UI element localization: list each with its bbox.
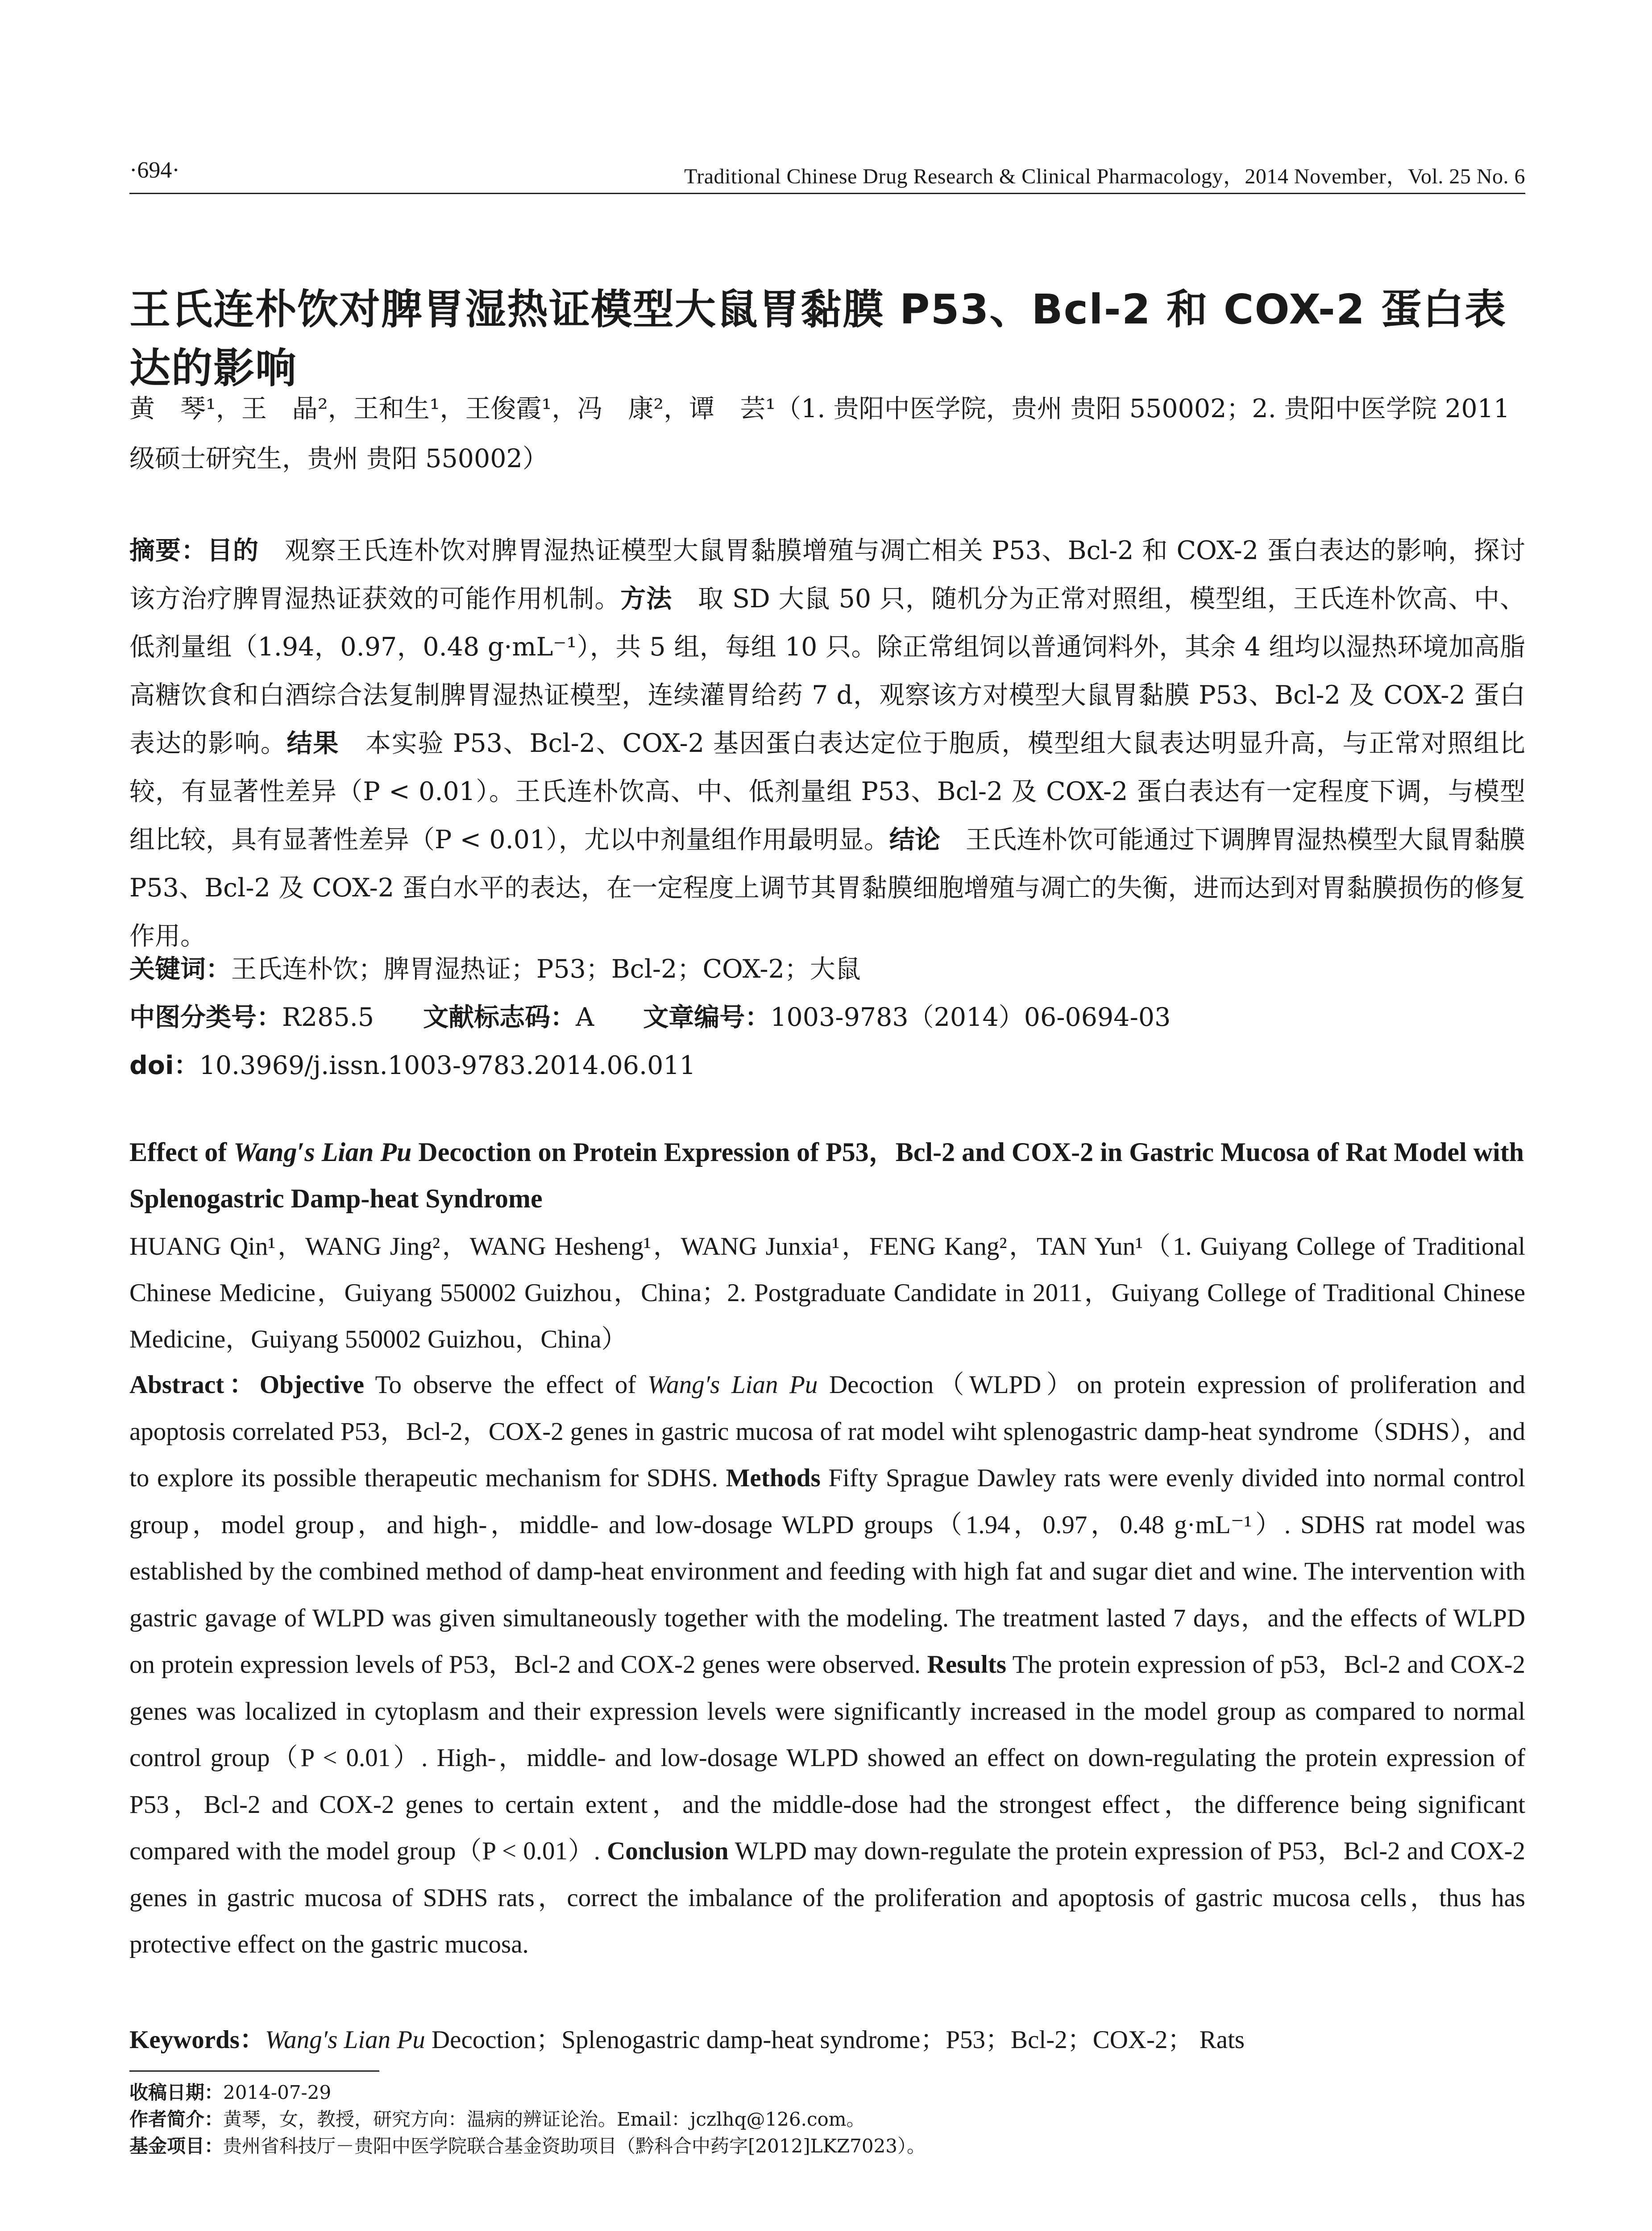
footnote-received	[129, 2079, 1525, 2106]
footnote-author	[129, 2106, 1525, 2133]
en-keywords-italic: Wang′s Lian Pu	[265, 2026, 425, 2054]
article-no-label: 文章编号：	[643, 1003, 771, 1032]
en-conclusion-label: Conclusion	[607, 1837, 729, 1865]
keywords-label: 关键词：	[129, 954, 231, 984]
clc-value: R285.5	[282, 1003, 374, 1032]
english-title-italic: Wang′s Lian Pu	[233, 1137, 412, 1167]
en-keywords-text: Decoction；Splenogastric damp-heat syndrome；P53；Bcl-2；COX-2； Rats	[425, 2026, 1245, 2054]
en-results-text: The protein expression of p53，Bcl-2 and COX-2 genes was localized in cytoplasm and their expression levels were significantly increased in the model group as compared to normal control group（P < 0.01）. High-，middle- and low-dosage WLPD showed an effect on down-regulating the protein expression of P53，Bcl-2 and COX-2 genes to certain extent，and the middle-dose had the strongest effect，the difference being significant compared with the model group（P < 0.01）.	[129, 1650, 1525, 1865]
doi-label: doi：	[129, 1051, 199, 1080]
footnote-fund	[129, 2133, 1525, 2160]
english-keywords	[129, 2017, 1525, 2063]
results-text: 本实验 P53、Bcl-2、COX-2 基因蛋白表达定位于胞质，模型组大鼠表达明显升高，与正常对照组比较，有显著性差异（P < 0.01）。王氏连朴饮高、中、低剂量组 P53、Bcl-2 及 COX-2 蛋白表达有一定程度下调，与模型组比较，具有显著性差异（P < 0.01），尤以中剂量组作用最明显。	[129, 729, 1526, 854]
en-abstract-label: Abstract：	[129, 1371, 260, 1399]
english-title	[129, 1129, 1525, 1222]
chinese-keywords	[129, 945, 1525, 993]
running-header	[129, 157, 1525, 194]
author-bio: 黄琴，女，教授，研究方向：温病的辨证论治。Email：jczlhq@126.com。	[223, 2108, 865, 2130]
author-label: 作者简介：	[129, 2108, 224, 2130]
english-title-post: Decoction on Protein Expression of P53，Bcl-2 and COX-2 in Gastric Mucosa of Rat Model with Splenogastric Damp-heat Syndrome	[129, 1137, 1524, 1213]
footnotes	[129, 2079, 1525, 2160]
objective-label: 目的	[207, 536, 259, 565]
page-number: ·694·	[129, 158, 180, 183]
footnote-divider	[129, 2070, 379, 2072]
journal-citation: Traditional Chinese Drug Research & Clinical Pharmacology，2014 November，Vol. 25 No. 6	[684, 165, 1525, 188]
methods-label: 方法	[620, 584, 672, 614]
en-results-label: Results	[927, 1650, 1007, 1679]
objective-text: 观察王氏连朴饮对脾胃湿热证模型大鼠胃黏膜增殖与凋亡相关 P53、Bcl-2 和 COX-2 蛋白表达的影响，探讨该方治疗脾胃湿热证获效的可能作用机制。	[129, 536, 1526, 614]
doi-value: 10.3969/j.issn.1003-9783.2014.06.011	[199, 1051, 696, 1080]
fund-text: 贵州省科技厅－贵阳中医学院联合基金资助项目（黔科合中药字[2012]LKZ7023）。	[223, 2135, 926, 2157]
received-label: 收稿日期：	[129, 2082, 224, 2103]
en-conclusion-text: WLPD may down-regulate the protein expression of P53，Bcl-2 and COX-2 genes in gastric mucosa of SDHS rats，correct the imbalance of the proliferation and apoptosis of gastric mucosa cells，thus has protective effect on the gastric mucosa.	[129, 1837, 1526, 1958]
fund-label: 基金项目：	[129, 2135, 224, 2157]
clc-label: 中图分类号：	[129, 1003, 282, 1032]
en-methods-label: Methods	[726, 1464, 821, 1492]
methods-text: 取 SD 大鼠 50 只，随机分为正常对照组，模型组，王氏连朴饮高、中、低剂量组（1.94，0.97，0.48 g·mL⁻¹），共 5 组，每组 10 只。除正常组饲以普通饲料外，其余 4 组均以湿热环境加高脂高糖饮食和白酒综合法复制脾胃湿热证模型，连续灌胃给药 7 d，观察该方对模型大鼠胃黏膜 P53、Bcl-2 及 COX-2 蛋白表达的影响。	[129, 584, 1526, 758]
en-methods-text: Fifty Sprague Dawley rats were evenly divided into normal control group，model group，and high-，middle- and low-dosage WLPD groups（1.94，0.97，0.48 g·mL⁻¹）. SDHS rat model was established by the combined method of damp-heat environment and feeding with high fat and sugar diet and wine. The intervention with gastric gavage of WLPD was given simultaneously together with the modeling. The treatment lasted 7 days，and the effects of WLPD on protein expression levels of P53，Bcl-2 and COX-2 genes were observed.	[129, 1464, 1526, 1679]
chinese-title: 王氏连朴饮对脾胃湿热证模型大鼠胃黏膜 P53、Bcl-2 和 COX-2 蛋白表达的影响	[129, 286, 1507, 392]
chinese-authors: 黄 琴¹，王 晶²，王和生¹，王俊霞¹，冯 康²，谭 芸¹（1. 贵阳中医学院，贵州 贵阳 550002；2. 贵阳中医学院 2011 级硕士研究生，贵州 贵阳 550002）	[129, 394, 1510, 473]
english-authors: HUANG Qin¹，WANG Jing²，WANG Hesheng¹，WANG Junxia¹，FENG Kang²，TAN Yun¹（1. Guiyang College of Traditional Chinese Medicine，Guiyang 550002 Guizhou，China；2. Postgraduate Candidate in 2011，Guiyang College of Traditional Chinese Medicine，Guiyang 550002 Guizhou，China）	[129, 1232, 1525, 1353]
doc-code-value: A	[576, 1003, 594, 1032]
abstract-label: 摘要：	[129, 536, 207, 565]
en-objective-label: Objective	[259, 1371, 365, 1399]
doc-code-label: 文献标志码：	[423, 1003, 576, 1032]
chinese-abstract	[129, 527, 1525, 960]
keywords-text: 王氏连朴饮；脾胃湿热证；P53；Bcl-2；COX-2；大鼠	[231, 954, 861, 984]
article-no-value: 1003-9783（2014）06-0694-03	[770, 1003, 1171, 1032]
english-abstract	[129, 1362, 1525, 1968]
en-objective-italic: Wang′s Lian Pu	[647, 1371, 818, 1399]
results-label: 结果	[286, 729, 340, 758]
en-objective-post: Decoction（WLPD）on protein expression of proliferation and apoptosis correlated P53，Bcl-2，COX-2 genes in gastric mucosa of rat model wiht splenogastric damp-heat syndrome（SDHS），and to explore its possible therapeutic mechanism for SDHS.	[129, 1371, 1525, 1492]
conclusion-text: 王氏连朴饮可能通过下调脾胃湿热模型大鼠胃黏膜 P53、Bcl-2 及 COX-2 蛋白水平的表达，在一定程度上调节其胃黏膜细胞增殖与凋亡的失衡，进而达到对胃黏膜损伤的修复作用。	[129, 825, 1526, 951]
english-title-pre: Effect of	[129, 1137, 234, 1167]
received-date: 2014-07-29	[223, 2082, 332, 2103]
classification-line	[129, 993, 1525, 1041]
en-objective-pre: To observe the effect of	[375, 1371, 648, 1399]
doi-line	[129, 1041, 1525, 1090]
conclusion-label: 结论	[889, 825, 940, 854]
en-keywords-label: Keywords：	[129, 2026, 265, 2054]
